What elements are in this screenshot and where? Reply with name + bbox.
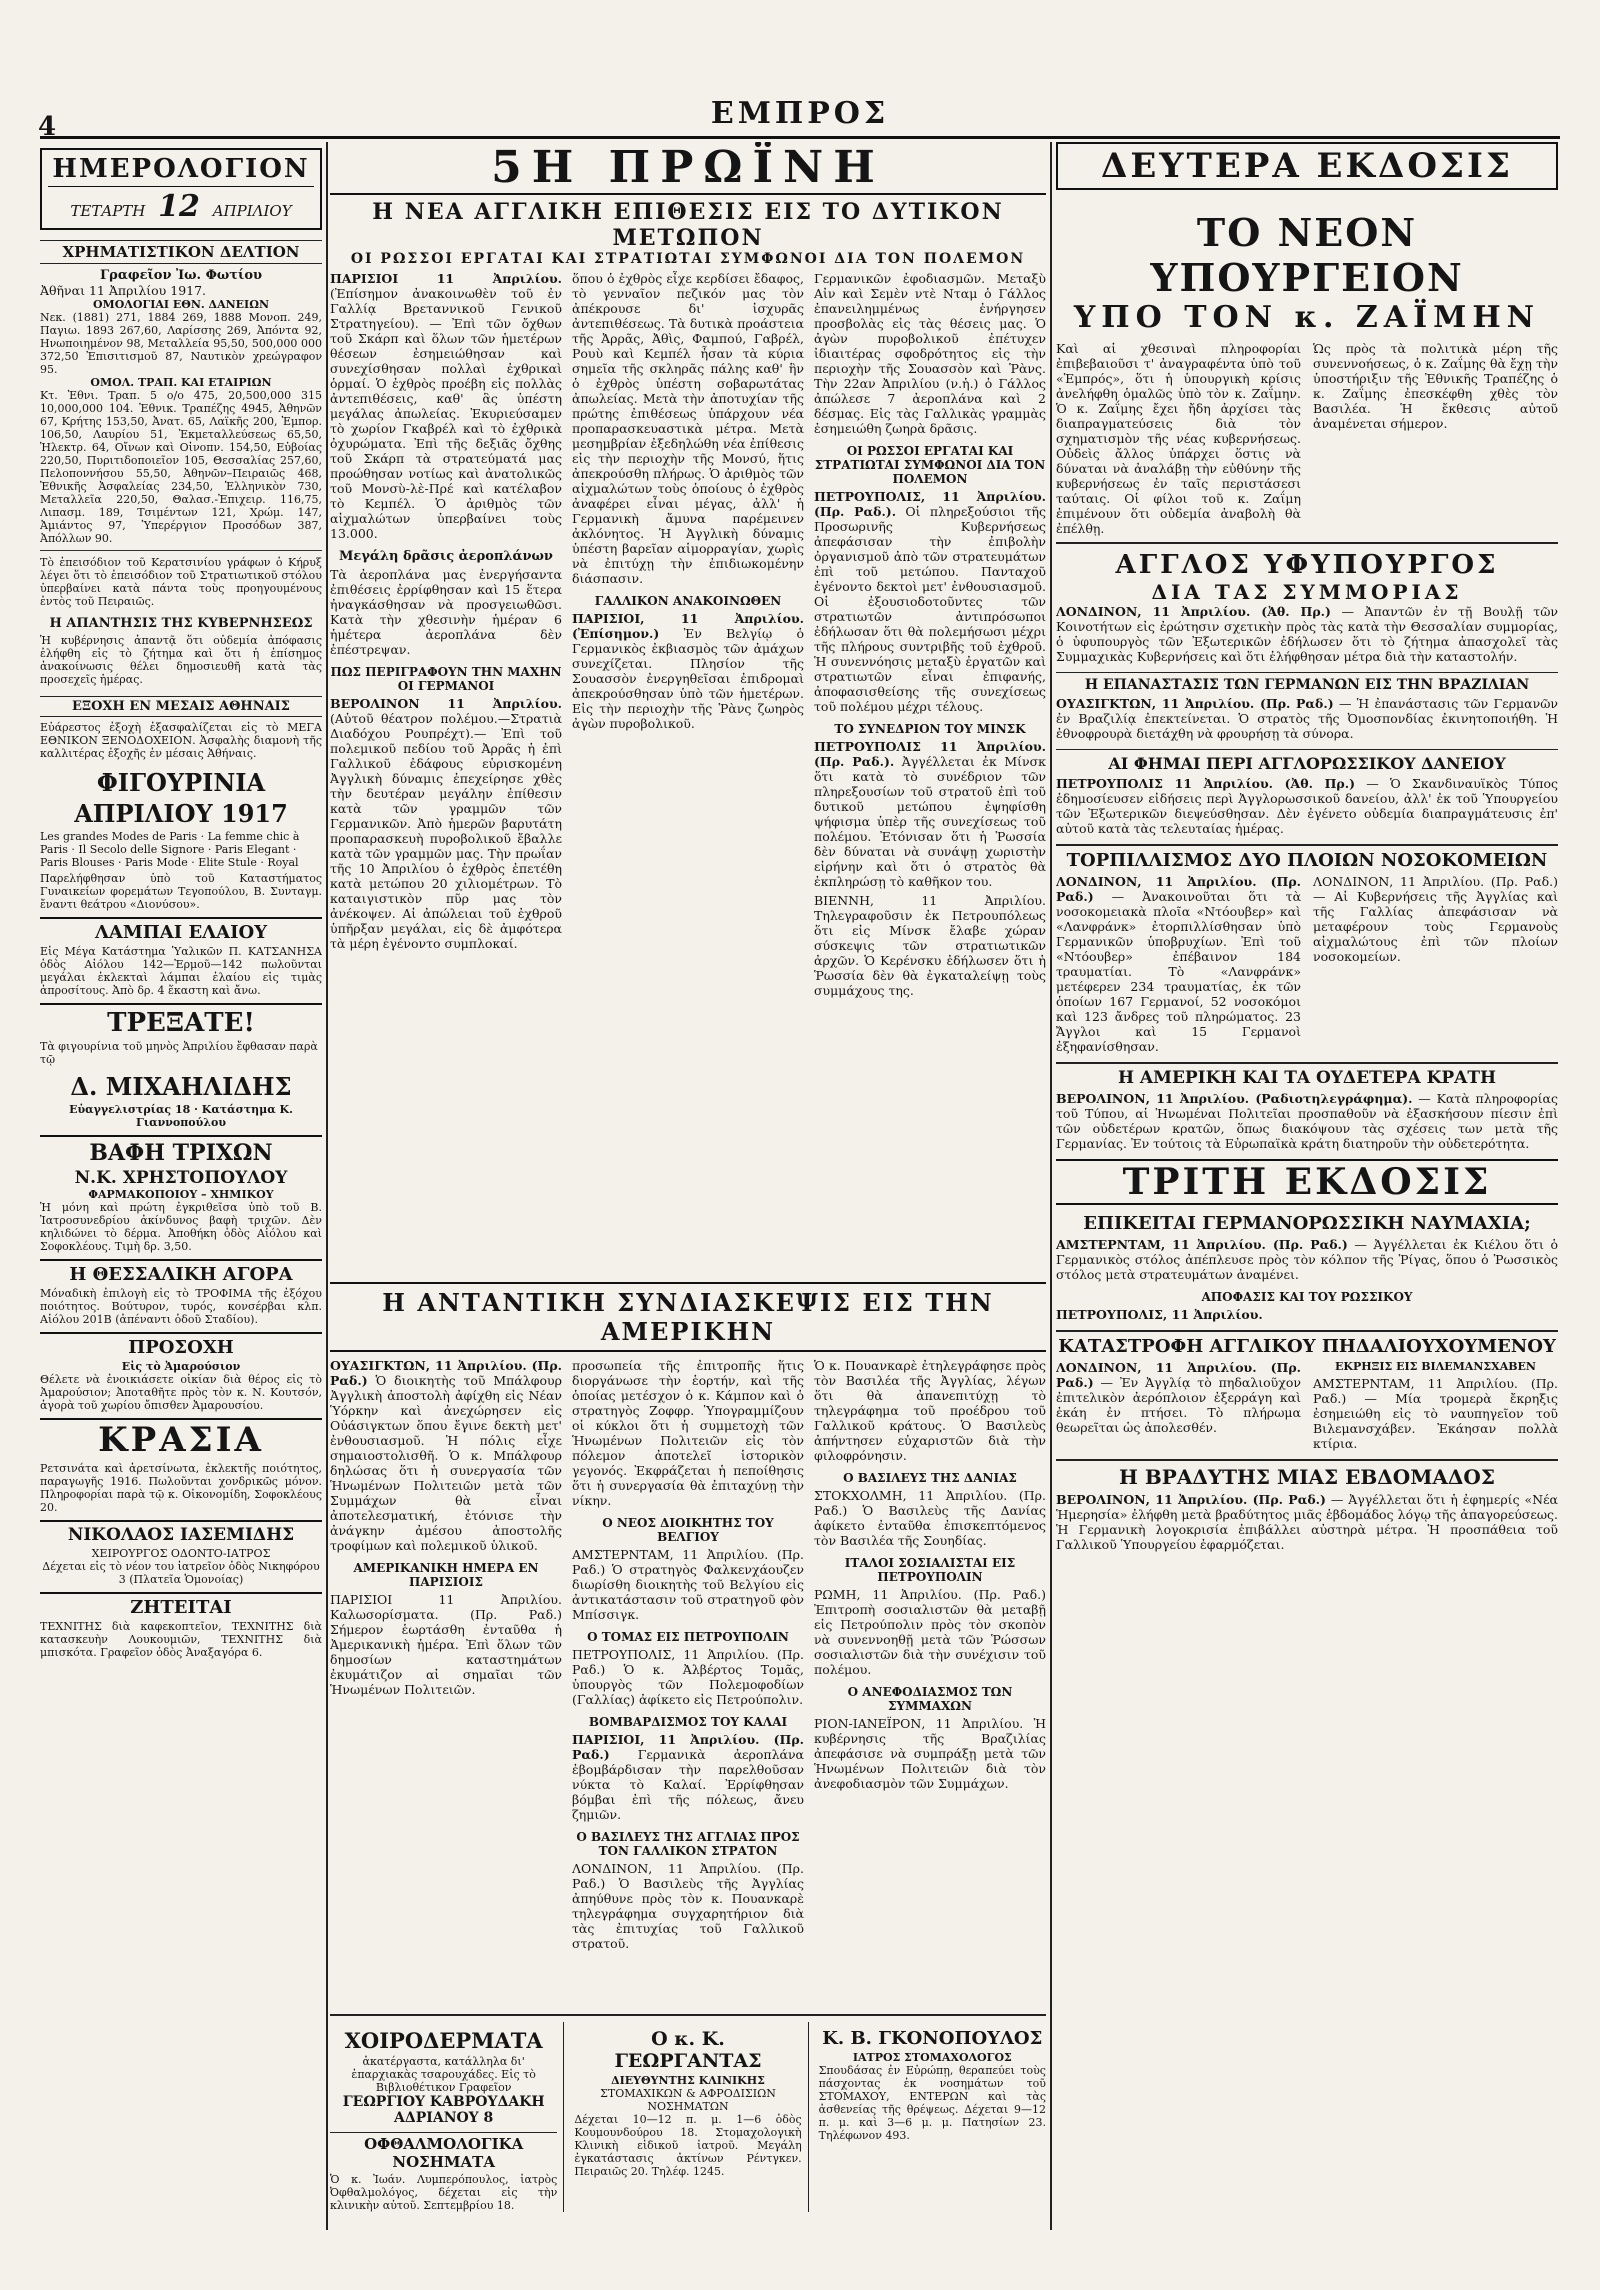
explosion-text: ΑΜΣΤΕΡΝΤΑΜ, 11 Ἀπριλίου. (Πρ. Ραδ.) — Μία τρομερὰ ἔκρηξις ἐσημειώθη εἰς τὸ ναυπηγεῖον τοῦ Βιλεμανσχάβεν. Ἐκάησαν πολλὰ κτίρια. (1313, 1376, 1558, 1451)
story-col-3 (814, 271, 1046, 1276)
art1-sub: Μεγάλη δρᾶσις ἀεροπλάνων (339, 549, 553, 564)
almanac-month: ΑΠΡΙΛΙΟΥ (212, 202, 292, 220)
agent-dateline: ΛΟΝΔΙΝΟΝ, 11 Ἀπριλίου. (Ἀθ. Πρ.) (1056, 604, 1331, 619)
kalai-title: ΒΟΜΒΑΡΔΙΣΜΟΣ ΤΟΥ ΚΑΛΑΙ (588, 1715, 788, 1729)
art3-text: Γερμανικῶν ἐφοδιασμῶν. Μεταξὺ Αἰν καὶ Σεμὲν ντὲ Νταμ ὁ Γάλλος ἐπανειλημμένως ἐνήργησεν προσβολὰς εἰς τὰς θέσεις μας. Ὁ ἀγὼν πυροβολικοῦ ἐπέτυχεν ἰδιαιτέρας σφοδρότητος εἰς τὴν περιοχὴν τῆς Σουασσὸν καὶ Ῥὰνς. Τὴν 22αν Ἀπριλίου (ν.ἡ.) ὁ Γάλλος ἀπώλεσε 7 ἀεροπλάνα καὶ 2 δέσμας. Εἰς τὰς Γαλλικὰς γραμμὰς ἐσημειώθη ζωηρὰ δρᾶσις. (814, 271, 1046, 436)
eye-text: Ὁ κ. Ἰωάν. Λυμπερόπουλος, ἰατρὸς Ὀφθαλμολόγος, δέχεται εἰς τὴν κλινικὴν αὐτοῦ. Σεπτεμβρίου 18. (330, 2173, 558, 2212)
masthead: ΕΜΠΡΟΣ (710, 96, 890, 131)
note-text: Τὸ ἐπεισόδιον τοῦ Κερατσινίου γράφων ὁ Κήρυξ λέγει ὅτι τὸ ἐπεισόδιον τοῦ Στρατιωτικοῦ στόλου ὑπερβαίνει κατὰ πάντα τοὺς προηγουμένους ἐντὸς τοῦ Πειραιῶς. (40, 556, 322, 608)
gov-reply-text: Ἡ κυβέρνησις ἀπαντᾷ ὅτι οὐδεμία ἀπόφασις ἐλήφθη εἰς τὸ ζήτημα καὶ ὅτι ἡ ἐπίσημος ἀνακοίνωσις θέλει δημοσιευθῆ κατὰ τὰς προσεχεῖς ἡμέρας. (40, 634, 322, 686)
torpedo-story (1056, 874, 1558, 1054)
gloves-text: ἀκατέργαστα, κατάλληλα δι' ἐπαρχιακὰς τσαρουχάδες. Εἰς τὸ Βιβλιοθέτικον Γραφεῖον (351, 2055, 536, 2094)
fig-list: Les grandes Modes de Paris · La femme chic à Paris · Il Secolo delle Signore · Paris Elegant · Paris Blouses · Paris Mode · Elite Stule · Royal (40, 830, 300, 869)
dye-sub: ΦΑΡΜΑΚΟΠΟΙΟΥ – ΧΗΜΙΚΟΥ (88, 1188, 274, 1201)
ministry-text2: Ὡς πρὸς τὰ πολιτικὰ μέρη τῆς συνεννοήσεως, ὁ κ. Ζαΐμης θὰ ἔχῃ τὴν ὑποστήριξιν τῆς Ἐθνικῆς Τραπέζης ὁ κ. Ζαΐμης ἐπεσκέφθη χθὲς τὸν Βασιλέα. Ἡ ἔκθεσις αὐτοῦ ἀναμένεται σήμερον. (1313, 341, 1558, 431)
ant-text2: προσωπεία τῆς ἐπιτροπῆς ἥτις διοργάνωσε τὴν ἑορτήν, καὶ τῆς ὁποίας μετέσχον ὁ κ. Κάμπον καὶ ὁ στρατηγὸς Ζοφφρ. Ὑπογραμμίζουν οἱ κύκλοι ὅτι ἡ συμμετοχὴ τῶν Ἡνωμένων Πολιτειῶν εἰς τὸν πόλεμον ἀποτελεῖ ἱστορικὸν γεγονός. Ἐκφράζεται ἡ πεποίθησις ὅτι ἡ συνεργασία θὰ ἐπιταχύνῃ τὴν νίκην. (572, 1358, 804, 1508)
lamp-title: ΛΑΜΠΑΙ ΕΛΑΙΟΥ (40, 917, 322, 943)
vienna-text: ΒΙΕΝΝΗ, 11 Ἀπριλίου. Τηλεγραφοῦσιν ἐκ Πετρουπόλεως ὅτι εἰς Μίνσκ ἔλαβε χώραν σύσκεψις τῶν στρατιωτικῶν ἀρχῶν. Ὁ Κερένσκυ ἐδήλωσεν ὅτι ἡ Ῥωσσία δὲν θὰ ἐγκαταλείψῃ τοὺς συμμάχους της. (814, 893, 1046, 998)
art1-text2: Τὰ ἀεροπλάνα μας ἐνεργήσαντα ἐπιθέσεις ἐρρίφθησαν καὶ 15 ἕτερα ἠναγκάσθησαν νὰ προσγειωθῶσι. Κατὰ τὴν χθεσινὴν ἡμέραν 6 ἡμέτερα ἀεροπλάνα δὲν ἐπέστρεψαν. (330, 567, 562, 657)
column-divider (1050, 142, 1052, 2230)
us-day-text: ΠΑΡΙΣΙΟΙ 11 Ἀπριλίου. Καλωσορίσματα. (Πρ. Ραδ.) Σήμερον ἑωρτάσθη ἐνταῦθα ἡ Ἀμερικανικὴ ἡμέρα. Ἐπὶ ὅλων τῶν δημοσίων καταστημάτων ἐκυμάτιζον αἱ σημαῖαι τῶν Ἡνωμένων Πολιτειῶν. (330, 1592, 562, 1697)
run-name: Δ. ΜΙΧΑΗΛΙΔΗΣ (70, 1072, 292, 1101)
tomas-text: ΠΕΤΡΟΥΠΟΛΙΣ, 11 Ἀπριλίου. (Πρ. Ραδ.) Ὁ κ. Ἀλβέρτος Τομᾶς, ὑπουργὸς τῶν Πολεμοφοδίων (Γαλλίας) ἀφίκετο εἰς Πετρούπολιν. (572, 1647, 804, 1707)
ad-gloves (330, 2022, 564, 2212)
king-dk-title: Ο ΒΑΣΙΛΕΥΣ ΤΗΣ ΔΑΝΙΑΣ (843, 1471, 1017, 1485)
king-gb-text: ΛΟΝΔΙΝΟΝ, 11 Ἀπριλίου. (Πρ. Ραδ.) Ὁ Βασιλεὺς τῆς Ἀγγλίας ἀπηύθυνε πρὸς τὸν κ. Πουανκαρὲ τηλεγράφημα συγχαρητήριον διὰ τὰς ἐπιτυχίας τοῦ Γαλλικοῦ στρατοῦ. (572, 1861, 804, 1951)
torpedo-title: ΤΟΡΠΙΛΛΙΣΜΟΣ ΔΥΟ ΠΛΟΙΩΝ ΝΟΣΟΚΟΜΕΙΩΝ (1056, 844, 1558, 871)
subheadline: ΟΙ ΡΩΣΣΟΙ ΕΡΓΑΤΑΙ ΚΑΙ ΣΤΡΑΤΙΩΤΑΙ ΣΥΜΦΩΝΟΙ ΔΙΑ ΤΟΝ ΠΟΛΕΜΟΝ (350, 251, 1026, 267)
loan-text: — Ὁ Σκανδιναυϊκὸς Τύπος ἐδημοσίευσεν εἰδήσεις περὶ Ἀγγλορωσσικοῦ δανείου, ἀλλ' ἐκ τοῦ Ὑπουργείου τῶν Ἐξωτερικῶν διεψεύσθησαν. Δὲν ἐγένετο οὐδεμία διαπραγμάτευσις ἐπ' αὐτοῦ κατὰ τὰς τελευταίας ἡμέρας. (1056, 776, 1558, 836)
market-text: Μόναδικὴ ἐπιλογὴ εἰς τὸ ΤΡΟΦΙΜΑ τῆς ἐξόχου ποιότητος. Βούτυρον, τυρός, κονσέρβαι κλπ. Αἰόλου 201Β (ἀπέναντι ὁδοῦ Σταδίου). (40, 1287, 322, 1326)
russ-text: Οἱ πληρεξούσιοι τῆς Προσωρινῆς Κυβερνήσεως ἀπεφάσισαν τὴν ἐπιβολὴν ὀργανισμοῦ ἀπὸ τῶν στρατευμάτων ἐπὶ τοῦ μετώπου. Πανταχοῦ ἐγένοντο δεκτοὶ μετ' ἐνθουσιασμοῦ. Οἱ ἐξουσιοδοτοῦντες τῶν στρατιωτῶν ἀντιπρόσωποι ἐδήλωσαν ὅτι θὰ πολεμήσωσι μέχρι τῆς πλήρους συντριβῆς τοῦ ἐχθροῦ. Ἡ συνεννόησις μεταξὺ ἐργατῶν καὶ στρατιωτῶν εἶναι ἐπιφανής, ἀποφασισθείσης τῆς συνεχίσεως τοῦ πολέμου μέχρι τέλους. (814, 504, 1046, 714)
loan-title: ΑΙ ΦΗΜΑΙ ΠΕΡΙ ΑΓΓΛΟΡΩΣΣΙΚΟΥ ΔΑΝΕΙΟΥ (1056, 749, 1558, 773)
fig-title2: ΑΠΡΙΛΙΟΥ 1917 (74, 799, 288, 828)
minsk-text: Ἀγγέλλεται ἐκ Μίνσκ ὅτι κατὰ τὸ συνέδριον τῶν πληρεξουσίων τοῦ στρατοῦ ἐπὶ τοῦ δυτικοῦ μετώπου ἐψηφίσθη ψήφισμα ὑπὲρ τῆς συνεχίσεως τοῦ πολέμου. Ἐτόνισαν ὅτι ἡ Ῥωσσία δὲν δύναται νὰ συνάψῃ χωριστὴν εἰρήνην καὶ ὅτι ὁ στρατὸς θὰ ἐκπληρώσῃ τὸ καθῆκον του. (814, 754, 1046, 889)
neutral-text: — Κατὰ πληροφορίας τοῦ Τύπου, αἱ Ἡνωμέναι Πολιτεῖαι προσπαθοῦν νὰ ἐξασκήσουν πίεσιν ἐπὶ τῶν οὐδετέρων κρατῶν, ὅπως διακόψουν τὰς σχέσεις των μετὰ τῆς Γερμανίας. Ἐν τούτοις τὰ Εὐρωπαϊκὰ κράτη διατηροῦν τὴν οὐδετερότητα. (1056, 1091, 1558, 1151)
us-day-title: ΑΜΕΡΙΚΑΝΙΚΗ ΗΜΕΡΑ ΕΝ ΠΑΡΙΣΙΟΙΣ (353, 1561, 539, 1589)
fig-text: Παρελήφθησαν ὑπὸ τοῦ Καταστήματος Γυναικείων φορεμάτων Τεγοπούλου, Β. Συνταγμ. ἔναντι θεάτρου «Διονύσου». (40, 872, 322, 911)
story-col-1 (330, 271, 562, 1276)
front-story (330, 271, 1046, 1276)
column-divider (326, 142, 328, 2230)
bulletin-text2: Κτ. Ἐθνι. Τραπ. 5 ο/ο 475, 20,500,000 315 10,000,000 104. Ἐθνικ. Τραπέζης 4945, Ἀθηνῶν 67, Κρήτης 153,50, Ἀνατ. 65, Λαϊκῆς 200, Ἐμπορ. 106,50, Λαυρίου 51, Ἐκμεταλλεύσεως 65,50, Ἡλεκτρ. 64, Οἴνων καὶ Οἰνοπν. 154,50, Εὐβοίας 220,50, Πυριτιδοποιεῖον 105, Θεσσαλίας 257,60, Πελοποννήσου 55,50, Ἀθηνῶν–Πειραιῶς 468, Ἐθνικῆς Ἀσφαλείας 234,50, Ἑλληνικὸν 730, Μεταλλεῖα 220,50, Θαλασ.-Ἐπιχειρ. 116,75, Λιπασμ. 189, Τσιμέντων 121, Χρώμ. 147, Ἀμιάντος 97, Ὑπερέργιον Προσόδων 387, Ἀπόλλων 90. (40, 389, 322, 545)
bulletin-text1: Νεκ. (1881) 271, 1884 269, 1888 Μονοπ. 249, Παγιω. 1893 267,60, Λαρίσσης 269, Ἀπόντα 92, Ηνωποιημένον 98, Μεταλλεία 95,50, 500,000 000 372,50 Ἐπισιτισμοῦ 87, Ναυτικὸν χρεώγραφον 95. (40, 311, 322, 376)
bulletin-date: Ἀθῆναι 11 Ἀπριλίου 1917. (40, 283, 207, 298)
wine-title: ΚΡΑΣΙΑ (40, 1418, 322, 1460)
almanac-date (48, 186, 314, 224)
ministry-sub: ΥΠΟ ΤΟΝ κ. ΖΑΪΜΗΝ (1073, 300, 1541, 335)
ministry-story (1056, 341, 1558, 536)
attention-sub: Εἰς τὸ Ἀμαρούσιον (121, 1360, 241, 1373)
almanac-title: ΗΜΕΡΟΛΟΓΙΟΝ (52, 154, 310, 184)
doctor-name: ΝΙΚΟΛΑΟΣ ΙΑΣΕΜΙΔΗΣ (40, 1520, 322, 1545)
dye-text: Ἡ μόνη καὶ πρώτη ἐγκριθεῖσα ὑπὸ τοῦ Β. Ἰατροσυνεδρίου ἀκίνδυνος βαφὴ τριχῶν. Δὲν κηλιδώνει τὸ δέρμα. Ἀποθήκη ὁδὸς Αἰόλου καὶ Σοφοκλέους. Τιμὴ δρ. 3,50. (40, 1201, 322, 1253)
gkon-sub: ΙΑΤΡΟΣ ΣΤΟΜΑΧΟΛΟΓΟΣ (852, 2051, 1012, 2064)
gkon-text: Σπουδάσας ἐν Εὐρώπῃ, θεραπεύει τοὺς πάσχοντας ἐκ νοσημάτων τοῦ ΣΤΟΜΑΧΟΥ, ΕΝΤΕΡΩΝ καὶ τὰς ἀσθενείας τῆς θρέψεως. Δέχεται 9—12 π. μ. καὶ 3—6 μ. μ. Πατησίων 23. Τηλέφωνον 493. (818, 2064, 1046, 2142)
gloves-addr: ΑΔΡΙΑΝΟΥ 8 (394, 2110, 494, 2126)
gloves-name: ΓΕΩΡΓΙΟΥ ΚΑΒΡΟΥΔΑΚΗ (342, 2094, 545, 2110)
ad-georgantas (574, 2022, 808, 2212)
kalai-dateline: ΠΑΡΙΣΙΟΙ, 11 Ἀπριλίου. (Πρ. Ραδ.) (572, 1732, 804, 1762)
attention-text: Θέλετε νὰ ἐνοικιάσετε οἰκίαν διὰ θέρος εἰς τὸ Ἀμαρούσιον; Ἀποταθῆτε πρὸς τὸν κ. Ν. Κουτσόν, ἀγορὰ τοῦ χωρίου ὄπισθεν Ἀμαρουσίου. (40, 1373, 322, 1412)
naval-sub: ΑΠΟΦΑΣΙΣ ΚΑΙ ΤΟΥ ΡΩΣΣΙΚΟΥ (1201, 1290, 1413, 1304)
excursion-title: ΕΞΟΧΗ ΕΝ ΜΕΣΑΙΣ ΑΘΗΝΑΙΣ (40, 696, 322, 717)
french-title: ΓΑΛΛΙΚΟΝ ΑΝΑΚΟΙΝΩΘΕΝ (594, 594, 782, 608)
russ-title: ΟΙ ΡΩΣΣΟΙ ΕΡΓΑΤΑΙ ΚΑΙ ΣΤΡΑΤΙΩΤΑΙ ΣΥΜΦΩΝΟΙ ΔΙΑ ΤΟΝ ΠΟΛΕΜΟΝ (814, 444, 1046, 486)
torpedo-text: — Ἀνακοινοῦται ὅτι τὰ νοσοκομειακὰ πλοῖα «Ντόουβερ» καὶ «Λανφράνκ» ἐτορπιλλίσθησαν ὑπὸ Γερμανικῶν ὑποβρυχίων. Ἐπὶ τοῦ «Ντόουβερ» ἐπέβαινον 184 τραυματίαι. Τὸ «Λανφράνκ» μετέφερεν 234 τραυματίας, ἐκ τῶν ὁποίων 167 Γερμανοί, 52 νοσοκόμοι καὶ 123 ἄνδρες τοῦ πληρώματος. 23 Ἄγγλοι καὶ 15 Γερμανοὶ ἐξηφανίσθησαν. (1056, 889, 1302, 1054)
minsk-dateline: ΠΕΤΡΟΥΠΟΛΙΣ 11 Ἀπριλίου. (Πρ. Ραδ.). (814, 739, 1046, 769)
divider (40, 550, 322, 551)
agent-text: — Ἀπαντῶν ἐν τῇ Βουλῇ τῶν Κοινοτήτων εἰς ἐρώτησιν σχετικὴν πρὸς τὰς κατὰ τὴν Θεσσαλίαν συμμορίας, ὁ ὑφυπουργὸς τῶν Ἐξωτερικῶν ἐδήλωσεν ὅτι τὸ ζήτημα ἀπασχολεῖ τὰς Συμμαχικὰς Κυβερνήσεις καὶ ὅτι ἐλήφθησαν μέτρα διὰ τὴν καταστολήν. (1056, 604, 1558, 664)
attention-title: ΠΡΟΣΟΧΗ (40, 1332, 322, 1358)
wine-text: Ρετσινάτα καὶ ἀρετσίνωτα, ἐκλεκτῆς ποιότητος, παραγωγῆς 1916. Πωλοῦνται χονδρικῶς μόνον. Πληροφορίαι παρὰ τῷ κ. Οἰκονομίδη, Σοφοκλέους 20. (40, 1462, 322, 1514)
art1-text: (Ἐπίσημον ἀνακοινωθὲν τοῦ ἐν Γαλλίᾳ Βρεταννικοῦ Γενικοῦ Στρατηγείου). — Ἐπὶ τῶν ὄχθων τοῦ Σκάρπ καὶ ὅλων τῶν ἡμετέρων θέσεων ἐσημειώθησαν καὶ συνεχίσθησαν πολλαὶ ἐχθρικαὶ ὁρμαί. Ὁ ἐχθρὸς προέβη εἰς πολλὰς ἀντεπιθέσεις, καθ' ἃς ὑπέστη μεγάλας ἀπωλείας. Ἐκυριεύσαμεν τὸ χωρίον Γκαβρέλ καὶ τὸ ἐχθρικὰ ὀχυρώματα. Ἐπὶ τῆς δεξιᾶς ὄχθης τοῦ Σκάρπ τὰ στρατεύματά μας προώθησαν νοτίως καὶ ἀνατολικῶς τοῦ Μονσὺ-λὲ-Πρέ καὶ κατέλαβον τὸ Κεμπέλ. Ὁ ἀριθμὸς τῶν αἰχμαλώτων ὑπερβαίνει τοὺς 13.000. (330, 286, 562, 541)
george-sub2: ΣΤΟΜΑΧΙΚΩΝ & ΑΦΡΟΔΙΣΙΩΝ ΝΟΣΗΜΑΤΩΝ (600, 2087, 776, 2113)
gov-reply-title: Η ΑΠΑΝΤΗΣΙΣ ΤΗΣ ΚΥΒΕΡΝΗΣΕΩΣ (49, 616, 313, 631)
supply-text: ΡΙΟΝ-ΙΑΝΕΪΡΟΝ, 11 Ἀπριλίου. Ἡ κυβέρνησις τῆς Βραζιλίας ἀπεφάσισε νὰ συμπράξῃ μετὰ τῶν Ἡνωμένων Πολιτειῶν διὰ τὸν ἀνεφοδιασμὸν τῶν Συμμάχων. (814, 1716, 1046, 1791)
george-text: Δέχεται 10—12 π. μ. 1—6 ὁδὸς Κουμουνδούρου 18. Στομαχολογικὴ Κλινικὴ εἰδικοῦ ἰατροῦ. Μεγάλη ἐγκατάστασις ἀκτίνων Ρέντγκεν. Πειραιῶς 20. Τηλέφ. 1245. (574, 2113, 802, 2178)
ant-col-3 (814, 1358, 1046, 2008)
bottom-ads (330, 2022, 1046, 2212)
excursion-text: Εὐάρεστος ἐξοχὴ ἐξασφαλίζεται εἰς τὸ ΜΕΓΑ ΕΘΝΙΚΟΝ ΞΕΝΟΔΟΧΕΙΟΝ. Ἀσφαλὴς διαμονὴ τῆς καλλιτέρας ἐξοχῆς ἐν μέσαις Ἀθήναις. (40, 721, 322, 760)
top-rule (40, 136, 1560, 139)
supply-title: Ο ΑΝΕΦΟΔΙΑΣΜΟΣ ΤΩΝ ΣΥΜΜΑΧΩΝ (847, 1685, 1013, 1713)
dye-name: Ν.Κ. ΧΡΗΣΤΟΠΟΥΛΟΥ (74, 1168, 288, 1188)
bulletin-head2: ΟΜΟΛ. ΤΡΑΠ. ΚΑΙ ΕΤΑΙΡΙΩΝ (90, 376, 272, 389)
week-title: Η ΒΡΑΔΥΤΗΣ ΜΙΑΣ ΕΒΔΟΜΑΔΟΣ (1056, 1459, 1558, 1489)
week-text: — Ἀγγέλλεται ὅτι ἡ ἐφημερίς «Νέα Ἡμερησία» ἐλήφθη μετὰ βραδύτητος μιᾶς ἑβδομάδος λόγῳ τῆς ἀπαγορεύσεως. Ἡ Γερμανικὴ λογοκρισία ἐπιβάλλει αὐστηρὰ μέτρα. Ἡ προσπάθεια τοῦ Γαλλικοῦ Ὑπουργείου ἐφαρμόζεται. (1056, 1492, 1558, 1552)
art2-text: ὅπου ὁ ἐχθρὸς εἶχε κερδίσει ἔδαφος, τὸ γενναῖον πεζικόν μας τὸν ἀπέκρουσε δι' ἰσχυρᾶς ἀντεπιθέσεως. Τὰ δυτικὰ προάστεια τῆς Ἀρρᾶς, Ἀθὶς, Φαμπού, Γαβρέλ, Ρουὺ καὶ Κεμπέλ ἦσαν τὰ κύρια σημεῖα τῆς σκληρᾶς πάλης καθ' ἣν ὁ ἐχθρὸς ὑπέστη σοβαρωτάτας ἀπωλείας. Μετὰ τὴν ἀποτυχίαν τῆς πρώτης ἐπιθέσεως ὑπάρχουν νέα προπαρασκευαστικὰ μέτρα. Μετὰ μεσημβρίαν ἐξεδηλώθη νέα ἐπίθεσις εἰς τὴν περιοχὴν τῆς Μονσύ, ἥτις ἀπεκρούσθη πλήρως. Ὁ ἀριθμὸς τῶν αἰχμαλώτων τοὺς ὁποίους ὁ ἐχθρὸς ἀναφέρει εἶναι μέγας, ἀλλ' ἡ Γερμανικὴ ἄμυνα παρέμεινεν ἀκλόνητος. Ἡ Ἀγγλικὴ δύναμις ὑπέστη βαρεῖαν αἱμορραγίαν, χωρὶς νὰ ἐπιτύχῃ τὴν ἐπιδιωκομένην διάσπασιν. (572, 271, 804, 586)
brazil-text: — Ἡ ἐπανάστασις τῶν Γερμανῶν ἐν Βραζιλίᾳ ἐπεκτείνεται. Ὁ στρατὸς τῆς Ὀμοσπονδίας ἐκινητοποιήθη. Ἡ ἐθνοφρουρὰ διετάχθη νὰ φρουρήσῃ τὰ σύνορα. (1056, 696, 1558, 741)
italy-title: ΙΤΑΛΟΙ ΣΟΣΙΑΛΙΣΤΑΙ ΕΙΣ ΠΕΤΡΟΥΠΟΛΙΝ (844, 1556, 1016, 1584)
gkon-title: Κ. Β. ΓΚΟΝΟΠΟΥΛΟΣ (822, 2028, 1043, 2049)
bulletin-head1: ΟΜΟΛΟΓΙΑΙ ΕΘΝ. ΔΑΝΕΙΩΝ (92, 298, 270, 311)
divider (1056, 542, 1558, 544)
naval-text: — Ἀγγέλλεται ἐκ Κιέλου ὅτι ὁ Γερμανικὸς στόλος ἀπέπλευσε πρὸς τὸν κόλπον τῆς Ῥίγας, ὅπου ὁ Ῥωσσικὸς στόλος μετὰ στρατευμάτων ἀναμένει. (1056, 1237, 1558, 1282)
battle-dateline: ΒΕΡΟΛΙΝΟΝ 11 Ἀπριλίου. (330, 696, 562, 711)
run-addr: Εὐαγγελιστρίας 18 · Κατάστημα Κ. Γιαννοπούλου (69, 1103, 293, 1129)
brazil-dateline: ΟΥΑΣΙΓΚΤΩΝ, 11 Ἀπριλίου. (Πρ. Ραδ.) (1056, 696, 1334, 711)
ministry-text: Καὶ αἱ χθεσιναὶ πληροφορίαι ἐπιβεβαιοῦσι τ' ἀναγραφέντα ὑπὸ τοῦ «Ἐμπρός», ὅτι ἡ ὑπουργικὴ κρίσις ἀνελήφθη ὁμαλῶς ὑπὸ τὸν κ. Ζαΐμην. Ὁ κ. Ζαΐμης ἔχει ἤδη ἀρχίσει τὰς διαπραγματεύσεις διὰ τὸν σχηματισμὸν τῆς νέας κυβερνήσεως. Οὐδεὶς ἄλλος ὑπάρχει ὅστις νὰ δύναται νὰ ἀναλάβῃ τὴν εὐθύνην τῆς κυβερνήσεως ἐν ταῖς περιστάσεσι ταύταις. Οἱ φίλοι τοῦ κ. Ζαΐμη ἐπιμένουν ὅτι οὐδεμία ἀναβολὴ θὰ ἐπέλθῃ. (1056, 341, 1301, 536)
troop-story (1056, 1360, 1558, 1451)
loan-dateline: ΠΕΤΡΟΥΠΟΛΙΣ 11 Ἀπριλίου. (Ἀθ. Πρ.) (1056, 776, 1355, 791)
ads-divider (330, 2014, 1046, 2016)
fig-title1: ΦΙΓΟΥΡΙΝΙΑ (96, 768, 266, 797)
brazil-title: Η ΕΠΑΝΑΣΤΑΣΙΣ ΤΩΝ ΓΕΡΜΑΝΩΝ ΕΙΣ ΤΗΝ ΒΡΑΖΙΛΙΑΝ (1056, 672, 1558, 693)
almanac-date-num: 12 (158, 189, 200, 224)
right-column (1056, 142, 1558, 2230)
minsk-title: ΤΟ ΣΥΝΕΔΡΙΟΝ ΤΟΥ ΜΙΝΣΚ (834, 722, 1026, 736)
ant-col-1 (330, 1358, 562, 2008)
naval-dateline: ΑΜΣΤΕΡΝΤΑΜ, 11 Ἀπριλίου. (Πρ. Ραδ.) (1056, 1237, 1348, 1252)
troop-title: ΚΑΤΑΣΤΡΟΦΗ ΑΓΓΛΙΚΟΥ ΠΗΔΑΛΙΟΥΧΟΥΜΕΝΟΥ (1056, 1330, 1558, 1357)
bulletin-sub: Γραφεῖον Ἰω. Φωτίου (99, 268, 263, 283)
ant-col-2 (572, 1358, 804, 2008)
torpedo-text2: ΛΟΝΔΙΝΟΝ, 11 Ἀπριλίου. (Πρ. Ραδ.) — Αἱ Κυβερνήσεις τῆς Ἀγγλίας καὶ τῆς Γαλλίας ἀπεφάσισαν νὰ μεταφέρουν τοὺς Γερμανοὺς αἰχμαλώτους ἐπὶ τῶν πλοίων νοσοκομείων. (1313, 874, 1558, 964)
gloves-title: ΧΟΙΡΟΔΕΡΜΑΤΑ (344, 2028, 543, 2053)
story-col-2 (572, 271, 804, 1276)
market-title: Η ΘΕΣΣΑΛΙΚΗ ΑΓΟΡΑ (40, 1259, 322, 1285)
troop-dateline: ΛΟΝΔΙΝΟΝ, 11 Ἀπριλίου. (Πρ. Ραδ.) (1056, 1360, 1301, 1390)
tomas-title: Ο ΤΟΜΑΣ ΕΙΣ ΠΕΤΡΟΥΠΟΛΙΝ (587, 1630, 789, 1644)
page-number: 4 (38, 112, 57, 142)
neutral-dateline: ΒΕΡΟΛΙΝΟΝ, 11 Ἀπριλίου. (Ραδιοτηλεγράφημα). (1056, 1091, 1413, 1106)
left-column (40, 142, 322, 2230)
dye-title: ΒΑΦΗ ΤΡΙΧΩΝ (40, 1135, 322, 1166)
art1-dateline: ΠΑΡΙΣΙΟΙ 11 Ἀπριλίου. (330, 271, 562, 286)
neutral-title: Η ΑΜΕΡΙΚΗ ΚΑΙ ΤΑ ΟΥΔΕΤΕΡΑ ΚΡΑΤΗ (1056, 1062, 1558, 1088)
battle-text: (Αὐτοῦ θέατρον πολέμου.—Στρατιὰ Διαδόχου Ρουπρέχτ).— Ἐπὶ τοῦ πολεμικοῦ πεδίου τοῦ Ἀρρᾶς ἡ ἐπὶ Γαλλικοῦ ἐδάφους εὑρισκομένη Ἀγγλικὴ δύναμις ἐπεχείρησε χθὲς τὴν δευτέραν μεγάλην ἐπίθεσιν κατὰ τῶν γραμμῶν τῶν Γερμανικῶν. Ἀπὸ ἡμερῶν βαρυτάτη προπαρασκευὴ πυροβολικοῦ ἔβαλλε κατὰ τῶν γραμμῶν μας. Τὴν πρωΐαν τῆς 10 Ἀπριλίου ὁ ἐχθρὸς ἐπετέθη κατὰ μετώπου 20 χιλιομέτρων. Τὸ καταιγιστικὸν πῦρ μας τὸν ἀνέκοψεν. Αἱ ἀπώλειαι τοῦ ἐχθροῦ ὑπῆρξαν μεγάλαι, εἰς δὲ ἀμφότερα τὰ μέρη ἐγένοντο συμπλοκαί. (330, 711, 562, 951)
agent-title: ΑΓΓΛΟΣ ΥΦΥΠΟΥΡΓΟΣ (1115, 550, 1499, 580)
lamp-text: Εἰς Μέγα Κατάστημα Ὑαλικῶν Π. ΚΑΤΣΑΝΗΣΑ ὁδὸς Αἰόλου 142—Ἐρμοῦ—142 πωλοῦνται μεγάλαι ἐκλεκταὶ λάμπαι ἐλαίου εἰς τιμὰς ἀπροσίτους. Ἀπὸ δρ. 4 ἕκαστη καὶ ἄνω. (40, 945, 322, 997)
ad-gkonopoulos (819, 2022, 1046, 2212)
banner: 5Η ΠΡΩΪΝΗ (491, 142, 885, 193)
week-dateline: ΒΕΡΟΛΙΝΟΝ, 11 Ἀπριλίου. (Πρ. Ραδ.) (1056, 1492, 1326, 1507)
run-title: ΤΡΕΞΑΤΕ! (40, 1003, 322, 1038)
ant-text: Ὁ διοικητὴς τοῦ Μπάλφουρ Ἀγγλικὴ ἀποστολὴ ἀφίχθη εἰς Νέαν Ὑόρκην καὶ ἀνεχώρησεν εἰς Οὐάσιγκτων ὅπου ἔγινε δεκτὴ μετ' ἐνθουσιασμοῦ. Ἡ πόλις εἶχε σημαιοστολισθῆ. Ὁ κ. Μπάλφουρ δηλώσας ὅτι ἡ συνεργασία τῶν Ἡνωμένων Πολιτειῶν μετὰ τῶν Συμμάχων θὰ εἶναι ἀποτελεσματική, ἐτόνισε τὴν ἀνάγκην ἀμέσου ἀποστολῆς τροφίμων καὶ πολεμικοῦ ὑλικοῦ. (330, 1373, 562, 1553)
george-title: Ο κ. Κ. ΓΕΩΡΓΑΝΤΑΣ (614, 2028, 762, 2072)
almanac-box (40, 148, 322, 230)
belgium-title: Ο ΝΕΟΣ ΔΙΟΙΚΗΤΗΣ ΤΟΥ ΒΕΛΓΙΟΥ (602, 1516, 774, 1544)
king-gb-title: Ο ΒΑΣΙΛΕΥΣ ΤΗΣ ΑΓΓΛΙΑΣ ΠΡΟΣ ΤΟΝ ΓΑΛΛΙΚΟΝ ΣΤΡΑΤΟΝ (576, 1830, 800, 1858)
troop-text: — Ἐν Ἀγγλίᾳ τὸ πηδαλιοῦχον ἐπιτελικὸν ἀερόπλοιον ἐξερράγη καὶ ἐκάη ἐν πτήσει. Τὸ πλήρωμα θεωρεῖται ὡς ἀπολεσθέν. (1056, 1375, 1301, 1435)
doctor-sub: ΧΕΙΡΟΥΡΓΟΣ ΟΔΟΝΤΟ-ΙΑΤΡΟΣ (91, 1547, 271, 1560)
italy-text: ΡΩΜΗ, 11 Ἀπριλίου. (Πρ. Ραδ.) Ἐπιτροπὴ σοσιαλιστῶν θὰ μεταβῇ εἰς Πετρούπολιν πρὸς τὸν σκοπὸν νὰ συνεννοηθῇ μετὰ τῶν Ῥώσσων σοσιαλιστῶν διὰ τὴν συνέχισιν τοῦ πολέμου. (814, 1587, 1046, 1677)
eye-title: ΟΦΘΑΛΜΟΛΟΓΙΚΑ ΝΟΣΗΜΑΤΑ (330, 2132, 557, 2171)
third-title: ΤΡΙΤΗ ΕΚΔΟΣΙΣ (1056, 1159, 1558, 1205)
antante-title: Η ΑΝΤΑΝΤΙΚΗ ΣΥΝΔΙΑΣΚΕΨΙΣ ΕΙΣ ΤΗΝ ΑΜΕΡΙΚΗΝ (330, 1282, 1046, 1352)
french-dateline: ΠΑΡΙΣΙΟΙ, 11 Ἀπριλίου. (Ἐπίσημον.) (572, 611, 804, 641)
george-sub: ΔΙΕΥΘΥΝΤΗΣ ΚΛΙΝΙΚΗΣ (611, 2074, 765, 2087)
naval-title: ΕΠΙΚΕΙΤΑΙ ΓΕΡΜΑΝΟΡΩΣΣΙΚΗ ΝΑΥΜΑΧΙΑ; (1083, 1213, 1531, 1234)
agent-sub: ΔΙΑ ΤΑΣ ΣΥΜΜΟΡΙΑΣ (1151, 580, 1463, 604)
bulletin-title: ΧΡΗΜΑΤΙΣΤΙΚΟΝ ΔΕΛΤΙΟΝ (40, 240, 322, 264)
ant-text3: Ὁ κ. Πουανκαρὲ ἐτηλεγράφησε πρὸς τὸν Βασιλέα τῆς Ἀγγλίας, λέγων ὅτι θὰ ἀπανεπιτύχῃ τὸ τηλεγράφημα τοῦ προέδρου τοῦ Γαλλικοῦ κράτους. Ὁ Βασιλεὺς ἀπήντησεν εὐχαριστῶν διὰ τὴν φιλοφρόνησιν. (814, 1358, 1046, 1463)
antante-story (330, 1358, 1046, 2008)
belgium-text: ΑΜΣΤΕΡΝΤΑΜ, 11 Ἀπριλίου. (Πρ. Ραδ.) Ὁ στρατηγὸς Φαλκενχάουζεν διωρίσθη διοικητὴς τοῦ Βελγίου εἰς ἀντικατάστασιν τοῦ στρατηγοῦ φὸν Μπίσσιγκ. (572, 1547, 804, 1622)
doctor-text: Δέχεται εἰς τὸ νέον του ἰατρεῖον ὁδὸς Νικηφόρου 3 (Πλατεῖα Ὁμονοίας) (42, 1560, 320, 1586)
center-column (330, 142, 1046, 2230)
kalai-text: Γερμανικὰ ἀεροπλάνα ἐβομβάρδισαν τὴν παρελθοῦσαν νύκτα τὸ Καλαί. Ἐρρίφθησαν βόμβαι ἐπὶ τῆς πόλεως, ἄνευ ζημιῶν. (572, 1747, 804, 1822)
battle-title: ΠΩΣ ΠΕΡΙΓΡΑΦΟΥΝ ΤΗΝ ΜΑΧΗΝ ΟΙ ΓΕΡΜΑΝΟΙ (330, 665, 562, 693)
king-dk-text: ΣΤΟΚΧΟΛΜΗ, 11 Ἀπριλίου. (Πρ. Ραδ.) Ὁ Βασιλεὺς τῆς Δανίας ἀφίκετο ἐνταῦθα ἐπισκεπτόμενος τὸν Βασιλέα τῆς Σουηδίας. (814, 1488, 1046, 1548)
ant-dateline: ΟΥΑΣΙΓΚΤΩΝ, 11 Ἀπριλίου. (Πρ. Ραδ.) (330, 1358, 562, 1388)
ministry-title: ΤΟ ΝΕΟΝ ΥΠΟΥΡΓΕΙΟΝ (1150, 210, 1464, 300)
wanted-title: ΖΗΤΕΙΤΑΙ (40, 1592, 322, 1618)
edition-title: ΔΕΥΤΕΡΑ ΕΚΔΟΣΙΣ (1056, 142, 1558, 190)
explosion-title: ΕΚΡΗΞΙΣ ΕΙΣ ΒΙΛΕΜΑΝΣΧΑΒΕΝ (1335, 1360, 1536, 1373)
russ-dateline: ΠΕΤΡΟΥΠΟΛΙΣ, 11 Ἀπριλίου. (Πρ. Ραδ.). (814, 489, 1046, 519)
wanted-text: ΤΕΧΝΙΤΗΣ διὰ καφεκοπτεῖον, ΤΕΧΝΙΤΗΣ διὰ κατασκευὴν Λουκουμιῶν, ΤΕΧΝΙΤΗΣ διὰ μπισκότα. Γραφεῖον ὁδὸς Ἀναξαγόρα 6. (40, 1620, 322, 1659)
french-text: Ἐν Βελγίῳ ὁ Γερμανικὸς ἐκβιασμὸς τῶν ἀμάχων συνεχίζεται. Πλησίον τῆς Σουασσὸν ἐνεργηθεῖσαι ἐπιδρομαὶ ἀπεκρούσθησαν ὑπὸ τῶν ἡμετέρων. Εἰς τὴν περιοχὴν τῆς Ῥὰνς ζωηρὸς ἀγὼν πυροβολικοῦ. (572, 626, 804, 731)
almanac-day: ΤΕΤΑΡΤΗ (70, 202, 146, 220)
headline: Η ΝΕΑ ΑΓΓΛΙΚΗ ΕΠΙΘΕΣΙΣ ΕΙΣ ΤΟ ΔΥΤΙΚΟΝ ΜΕΤΩΠΟΝ (330, 193, 1046, 251)
run-text: Τὰ φιγουρίνια τοῦ μηνὸς Ἀπριλίου ἔφθασαν παρὰ τῷ (40, 1040, 318, 1066)
naval-dateline2: ΠΕΤΡΟΥΠΟΛΙΣ, 11 Ἀπριλίου. (1056, 1307, 1263, 1322)
torpedo-dateline: ΛΟΝΔΙΝΟΝ, 11 Ἀπριλίου. (Πρ. Ραδ.) (1056, 874, 1301, 904)
